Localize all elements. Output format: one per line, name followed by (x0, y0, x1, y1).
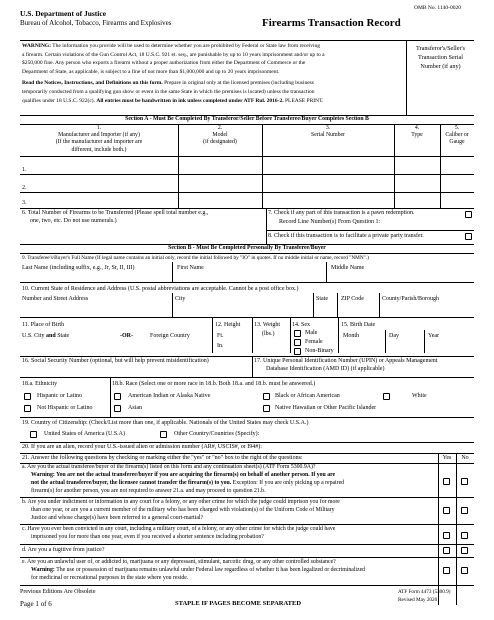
q21d-fugitive: d. Are you a fugitive from justice? (22, 547, 105, 553)
female-checkbox[interactable] (294, 339, 301, 346)
q7-record-line[interactable]: Record Line Number(s) From Question 1: (279, 219, 381, 225)
q21e-controlled-substance: e. Are you an unlawful user of, or addicted to, marijuana or any depressant, stimulant, narcotic drug, or any other controlled substance? Warning: The use or possession of marijuana remains unlawful under Federal law regardless of whether it has been legalized or decriminalized for medicinal or recreational purposes in the state where you reside. (22, 559, 366, 581)
q21b-no-checkbox[interactable] (461, 507, 468, 514)
height-feet-field[interactable]: Ft. (217, 333, 224, 339)
q7-pawn-redemption: 7. Check if any part of this transaction is a pawn redemption. (268, 210, 415, 216)
birth-month-field[interactable]: Month (343, 333, 360, 339)
warning-block: WARNING: The information you provide will be used to determine whether you are prohibited by Federal or State law from receiving a firearm. Certain violations of the Gun Control Act, 18 U.S.C. 921 et. seq., are punishable by up to 10 years imprisonment and/or up to a $250,000 fine. Any person who exports a firearm without a proper authorization from either the Department of Commerce or the Department of State, as applicable, is subject to a fine of not more than $1,000,000 and up to 20 years imprisonment. Read the Notices, Instructions, and Definitions on this form. Prepare in original only at the licensed premises (including business temporarily conducted from a qualifying gun show or event in the same State in which the premises is located) unless the transaction qualifies under 18 U.S.C. 922(c). All entries must be handwritten in ink unless completed under ATF Rul. 2016-2. PLEASE PRINT. (22, 43, 325, 104)
height-inches-field[interactable]: In. (217, 343, 224, 349)
previous-editions-note: Previous Editions Are Obsolete (20, 589, 96, 595)
omb-number: OMB No. 1140-0020 (414, 5, 462, 11)
q20-alien-number[interactable]: 20. If you are an alien, record your U.S.-issued alien or admission number (AR#, USCIS#, or I94#): (22, 444, 262, 450)
middle-name-field[interactable]: Middle Name (331, 265, 365, 271)
bureau-name: Bureau of Alcohol, Tobacco, Firearms and Explosives (20, 19, 172, 27)
col-model-header: 2. Model (if designated) (203, 125, 237, 146)
nonbinary-checkbox[interactable] (294, 348, 301, 355)
q7-pawn-checkbox[interactable] (465, 211, 472, 218)
q21d-yes-checkbox[interactable] (443, 547, 450, 554)
us-city-state-field[interactable]: U.S. City and State (22, 333, 70, 339)
q17-upin-field[interactable]: 17. Unique Personal Identification Number (UPIN) or Appeals Management (254, 358, 438, 364)
state-field[interactable]: State (316, 296, 328, 302)
section-b-heading: Section B - Must Be Completed Personally By Transferee/Buyer (168, 245, 326, 251)
form-number: ATF Form 4473 (5300.9) (398, 589, 451, 595)
col-type-header: 4. Type (411, 125, 423, 139)
warning-label: WARNING: (22, 43, 52, 49)
not-hispanic-checkbox[interactable] (24, 405, 31, 412)
revision-date: Revised May 2020 (398, 597, 438, 603)
page-number: Page 1 of 6 (20, 600, 52, 608)
q21c-yes-checkbox[interactable] (443, 532, 450, 539)
q19-citizenship: 19. Country of Citizenship: (Check/List more than one, if applicable. Nationals of the United States may check U.S.A.) (22, 420, 309, 426)
q21e-no-checkbox[interactable] (461, 567, 468, 574)
section-a-heading: Section A - Must Be Completed By Transferor/Seller Before Transferee/Buyer Completes Section B (125, 116, 369, 122)
q21-instructions: 21. Answer the following questions by checking or marking either the "yes" or "no" box to the right of the questions: (22, 455, 303, 461)
q21a-yes-checkbox[interactable] (443, 478, 450, 485)
zip-field[interactable]: ZIP Code (341, 296, 364, 302)
male-checkbox[interactable] (294, 330, 301, 337)
q11-place-of-birth: 11. Place of Birth (22, 322, 65, 328)
county-field[interactable]: County/Parish/Borough (382, 296, 440, 302)
q8-private-party: 8. Check if this transaction is to facilitate a private party transfer. (268, 233, 424, 239)
hispanic-checkbox[interactable] (24, 393, 31, 400)
foreign-country-field[interactable]: Foreign Country (150, 333, 190, 339)
first-name-field[interactable]: First Name (177, 265, 204, 271)
q21b-indictment: b. Are you under indictment or information in any court for a felony, or any other crime for which the judge could imprison you for more than one year, or are you a current member of the military who has been charged with violation(s) of the Uniform Code of Military Justice and whose charge(s) have been referred to a general court-martial? (22, 499, 340, 521)
serial-number-box[interactable]: Transferor's/Seller's Transaction Serial Number (if any) (415, 45, 466, 70)
birth-day-field[interactable]: Day (389, 333, 399, 339)
q9-full-name: 9. Transferee's/Buyer's Full Name (If legal name contains an initial only, record the initial followed by "IO" in quotes. If no middle initial or name, record "NMN".) (22, 255, 369, 261)
department-name: U.S. Department of Justice (20, 9, 107, 18)
firearm-row-1[interactable]: 1. (22, 167, 27, 173)
q12-height: 12. Height (215, 322, 241, 328)
staple-note: STAPLE IF PAGES BECOME SEPARATED (175, 600, 302, 607)
q10-residence: 10. Current State of Residence and Address (U.S. postal abbreviations are acceptable. Cannot be a post office box.) (22, 286, 299, 292)
asian-checkbox[interactable] (114, 405, 121, 412)
weight-field[interactable]: (lbs.) (262, 331, 275, 337)
q21e-yes-checkbox[interactable] (443, 567, 450, 574)
col-manufacturer-header: 1. Manufacturer and Importer (if any) (If the manufacturer and importer are different, include both.) (55, 125, 143, 153)
firearm-row-3[interactable]: 3. (22, 200, 27, 206)
q16-ssn-field[interactable]: 16. Social Security Number (optional, but will help prevent misidentification) (22, 358, 209, 364)
other-country-checkbox[interactable] (160, 431, 167, 438)
form-title: Firearms Transaction Record (262, 17, 401, 29)
nonbinary-label: Non-Binary (305, 348, 334, 354)
col-caliber-header: 5. Caliber or Gauge (445, 125, 469, 146)
male-label: Male (305, 330, 318, 336)
last-name-field[interactable]: Last Name (including suffix, e.g., Jr, Sr, II, III) (22, 265, 135, 271)
q18b-race: 18.b. Race (Select one or more race in 18.b. Both 18.a. and 18.b. must be answered.) (112, 381, 316, 387)
firearm-row-2[interactable]: 2. (22, 185, 27, 191)
no-column-header: No (461, 455, 469, 461)
other-country-field[interactable]: Other Country/Countries (Specify): (174, 431, 260, 437)
white-checkbox[interactable] (383, 393, 390, 400)
birth-year-field[interactable]: Year (428, 333, 440, 339)
american-indian-checkbox[interactable] (114, 393, 121, 400)
q21b-yes-checkbox[interactable] (443, 507, 450, 514)
street-address-field[interactable]: Number and Street Address (22, 296, 89, 302)
q21c-no-checkbox[interactable] (461, 532, 468, 539)
q21a-no-checkbox[interactable] (461, 478, 468, 485)
or-label: -OR- (120, 333, 133, 339)
hawaiian-checkbox[interactable] (263, 405, 270, 412)
city-field[interactable]: City (175, 296, 186, 302)
usa-checkbox[interactable] (30, 431, 37, 438)
female-label: Female (305, 339, 323, 345)
q6-total-firearms[interactable]: 6. Total Number of Firearms to be Transferred (Please spell total number e.g., (22, 210, 209, 216)
black-checkbox[interactable] (263, 393, 270, 400)
yes-column-header: Yes (442, 455, 452, 461)
q18a-ethnicity: 18.a. Ethnicity (22, 381, 58, 387)
q21d-no-checkbox[interactable] (461, 547, 468, 554)
q14-sex: 14. Sex (292, 322, 310, 328)
q21c-convicted: c. Have you ever been convicted in any court, including a military court, of a felony, or any other crime for which the judge could have imprisoned you for more than one year, even if you received a shorter sentence including probation? (22, 526, 336, 540)
col-serial-header: 3. Serial Number (311, 125, 345, 139)
q15-birth-date: 15. Birth Date (341, 322, 376, 328)
q8-private-party-checkbox[interactable] (465, 233, 472, 240)
q13-weight: 13. Weight (254, 322, 281, 328)
q21a-actual-buyer: a. Are you the actual transferee/buyer of the firearm(s) listed on this form and any continuation sheet(s) (ATF Form 5300.9A)? Warning: You are not the actual transferee/buyer if you are acquiring the firearm(s) on behalf of another person. If you are not the actual transferee/buyer, the licensee cannot transfer the firearm(s) to you. Exception: If you are only picking up a repaired firearm(s) for another person, you are not required to answer 21.a. and may proceed to question 21.b. (22, 464, 345, 494)
